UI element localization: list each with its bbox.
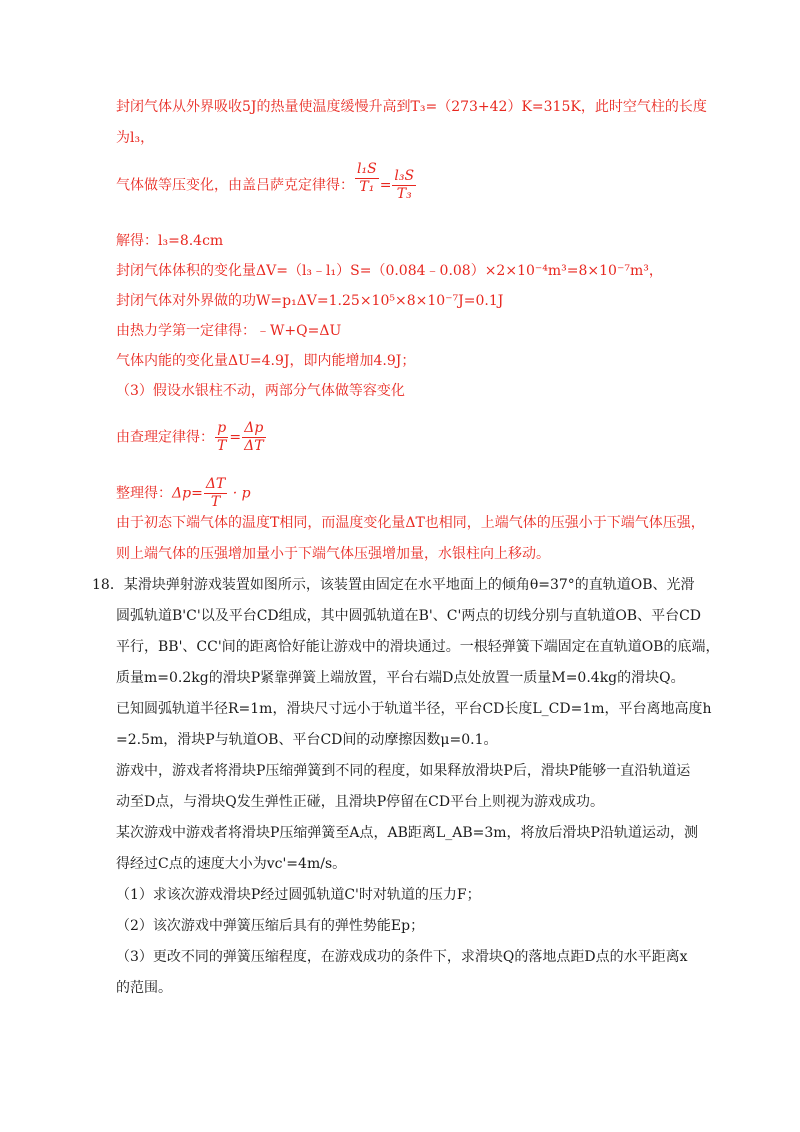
rearrange-lhs: Δp: [172, 485, 192, 502]
gay-lussac-left-fraction: $\frac{\text{l₁S}}{\text{T₁}}$: [357, 161, 377, 195]
problem-line-4: 质量m=0.2kg的滑块P紧靠弹簧上端放置，平台右端D点处放置一质量M=0.4kg的滑块Q。: [116, 670, 685, 686]
problem-line-5: 已知圆弧轨道半径R=1m，滑块尺寸远小于轨道半径，平台CD长度L_CD=1m，平台离地高度h: [116, 701, 712, 717]
charles-left-fraction: $\frac{p}{T}$: [217, 420, 227, 454]
problem-line-3: 平行，BB'、CC'间的距离恰好能让游戏中的滑块通过。一根轻弹簧下端固定在直轨道OB的底端，: [116, 639, 720, 655]
conclusion-line-1: 由于初态下端气体的温度T相同，而温度变化量ΔT也相同，上端气体的压强小于下端气体压强，: [116, 515, 705, 531]
solution-line-internal-energy: 气体内能的变化量ΔU=4.9J，即内能增加4.9J；: [116, 353, 416, 369]
solution-line-first-law: 由热力学第一定律得：﹣W+Q=ΔU: [116, 323, 342, 339]
question-2: （2）该次游戏中弹簧压缩后具有的弹性势能Ep；: [116, 918, 425, 934]
rearrange-equals: =: [191, 485, 203, 502]
charles-equals: =: [229, 429, 242, 446]
question-1: （1）求该次游戏滑块P经过圆弧轨道C'时对轨道的压力F；: [116, 887, 481, 903]
solution-line-volume-change: 封闭气体体积的变化量ΔV=（l₃﹣l₁）S=（0.084﹣0.08）×2×10⁻⁴m³=8×10⁻⁷m³，: [116, 263, 663, 279]
problem-line-8: 动至D点，与滑块Q发生弹性正碰，且滑块P停留在CD平台上则视为游戏成功。: [116, 794, 605, 810]
solution-line-solve: 解得：l₃=8.4cm: [116, 233, 224, 249]
rearrange-line: [116, 476, 251, 511]
problem-line-6: =2.5m，滑块P与轨道OB、平台CD间的动摩擦因数μ=0.1。: [116, 732, 498, 748]
question-3-line-2: 的范围。: [116, 980, 172, 996]
solution-line-l3: 为l₃，: [116, 130, 155, 146]
problem-line-10: 得经过C点的速度大小为vc'=4m/s。: [116, 856, 347, 872]
solution-line-part3: （3）假设水银柱不动，两部分气体做等容变化: [116, 383, 405, 399]
gay-lussac-equals: =: [379, 177, 392, 194]
problem-line-7: 游戏中，游戏者将滑块P压缩弹簧到不同的程度，如果释放滑块P后，滑块P能够一直沿轨道运: [116, 763, 691, 779]
problem-line-9: 某次游戏中游戏者将滑块P压缩弹簧至A点，AB距离L_AB=3m，将放后滑块P沿轨道运动，测: [116, 825, 698, 841]
gay-lussac-right-fraction: $\frac{\text{l₃S}}{\text{T₃}}$: [394, 168, 415, 202]
conclusion-line-2: 则上端气体的压强增加量小于下端气体压强增加量，水银柱向上移动。: [116, 546, 550, 562]
rearrange-label: 整理得：: [116, 485, 172, 502]
question-3-line-1: （3）更改不同的弹簧压缩程度，在游戏成功的条件下，求滑块Q的落地点距D点的水平距离x: [116, 949, 688, 965]
problem-line-2: 圆弧轨道B'C'以及平台CD组成，其中圆弧轨道在B'、C'两点的切线分别与直轨道OB、平台CD: [116, 608, 702, 624]
solution-line-work: 封闭气体对外界做的功W=p₁ΔV=1.25×10⁵×8×10⁻⁷J=0.1J: [116, 293, 504, 309]
solution-line-heat: 封闭气体从外界吸收5J的热量使温度缓慢升高到T₃=（273+42）K=315K，此时空气柱的长度: [116, 99, 707, 115]
charles-label: 由查理定律得：: [116, 429, 214, 446]
charles-line: [116, 420, 267, 455]
problem-line-1: 18．某滑块弹射游戏装置如图所示，该装置由固定在水平地面上的倾角θ=37°的直轨道OB、光滑: [92, 577, 695, 593]
gay-lussac-label: 气体做等压变化，由盖吕萨克定律得：: [116, 177, 354, 194]
rearrange-tail: · p: [232, 485, 251, 502]
gay-lussac-line: [116, 161, 417, 203]
rearrange-fraction: $\frac{\Delta T}{T}$: [205, 476, 226, 510]
charles-right-fraction: $\frac{\Delta p}{\Delta T}$: [244, 420, 264, 454]
